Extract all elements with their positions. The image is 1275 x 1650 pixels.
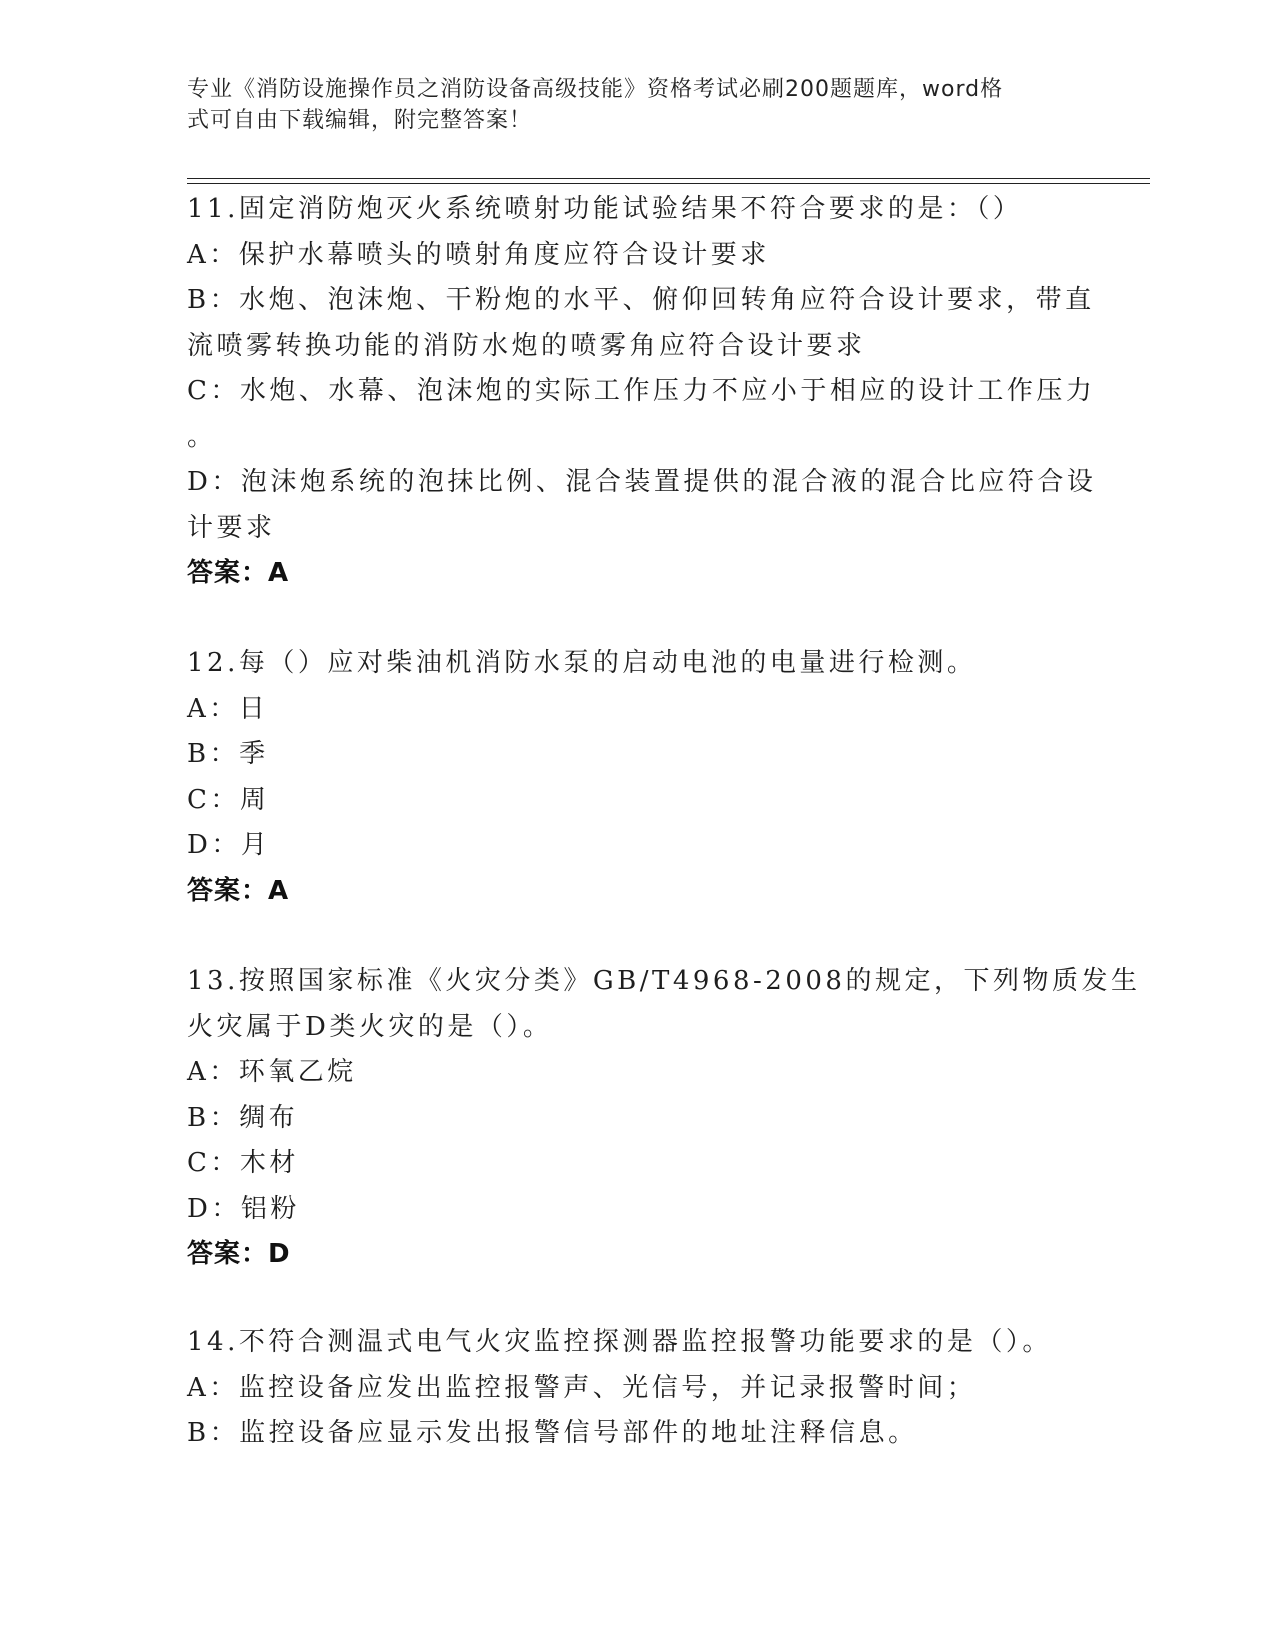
option-a: A：监控设备应发出监控报警声、光信号，并记录报警时间； (187, 1372, 977, 1403)
option-c: C：周 (187, 784, 270, 815)
document-header (187, 74, 1067, 136)
option-b-line-1: B：水炮、泡沫炮、干粉炮的水平、俯仰回转角应符合设计要求，带直 (187, 285, 1095, 315)
option-a: A：日 (187, 693, 269, 724)
question-stem: 14.不符合测温式电气火灾监控探测器监控报警功能要求的是（）。 (187, 1327, 1052, 1357)
option-d-line-1: D：泡沫炮系统的泡抹比例、混合装置提供的混合液的混合比应符合设 (187, 467, 1097, 497)
question-stem: 12.每（）应对柴油机消防水泵的启动电池的电量进行检测。 (187, 648, 977, 678)
answer: 答案：A (187, 875, 290, 906)
header-divider-top (187, 178, 1150, 179)
option-d: D：铝粉 (187, 1193, 300, 1224)
option-b: B：监控设备应显示发出报警信号部件的地址注释信息。 (187, 1418, 918, 1448)
question-12 (187, 641, 1067, 914)
answer: 答案：A (187, 558, 290, 588)
question-stem-line-1: 13.按照国家标准《火灾分类》GB/T4968-2008的规定，下列物质发生 (187, 966, 1141, 996)
option-a: A：保护水幕喷头的喷射角度应符合设计要求 (187, 239, 770, 270)
option-b-line-2: 流喷雾转换功能的消防水炮的喷雾角应符合设计要求 (187, 330, 866, 361)
answer: 答案：D (187, 1239, 291, 1269)
option-d: D：月 (187, 830, 271, 860)
option-c-line-1: C：水炮、水幕、泡沫炮的实际工作压力不应小于相应的设计工作压力 (187, 376, 1096, 406)
question-stem: 11.固定消防炮灭火系统喷射功能试验结果不符合要求的是：（） (187, 194, 1023, 224)
option-c-line-2: 。 (187, 421, 217, 452)
option-d-line-2: 计要求 (187, 512, 276, 543)
option-c: C：木材 (187, 1148, 299, 1178)
question-14 (187, 1320, 1067, 1457)
header-line-1: 专业《消防设施操作员之消防设备高级技能》资格考试必刷200题题库，word格 (187, 77, 1004, 102)
header-divider-bottom (187, 183, 1150, 184)
option-a: A：环氧乙烷 (187, 1057, 357, 1087)
option-b: B：季 (187, 739, 269, 769)
question-11 (187, 187, 1097, 597)
question-stem-line-2: 火灾属于D类火灾的是（）。 (187, 1011, 553, 1042)
question-13 (187, 959, 1141, 1278)
header-line-2: 式可自由下载编辑，附完整答案！ (187, 108, 533, 133)
option-b: B：绸布 (187, 1102, 299, 1133)
